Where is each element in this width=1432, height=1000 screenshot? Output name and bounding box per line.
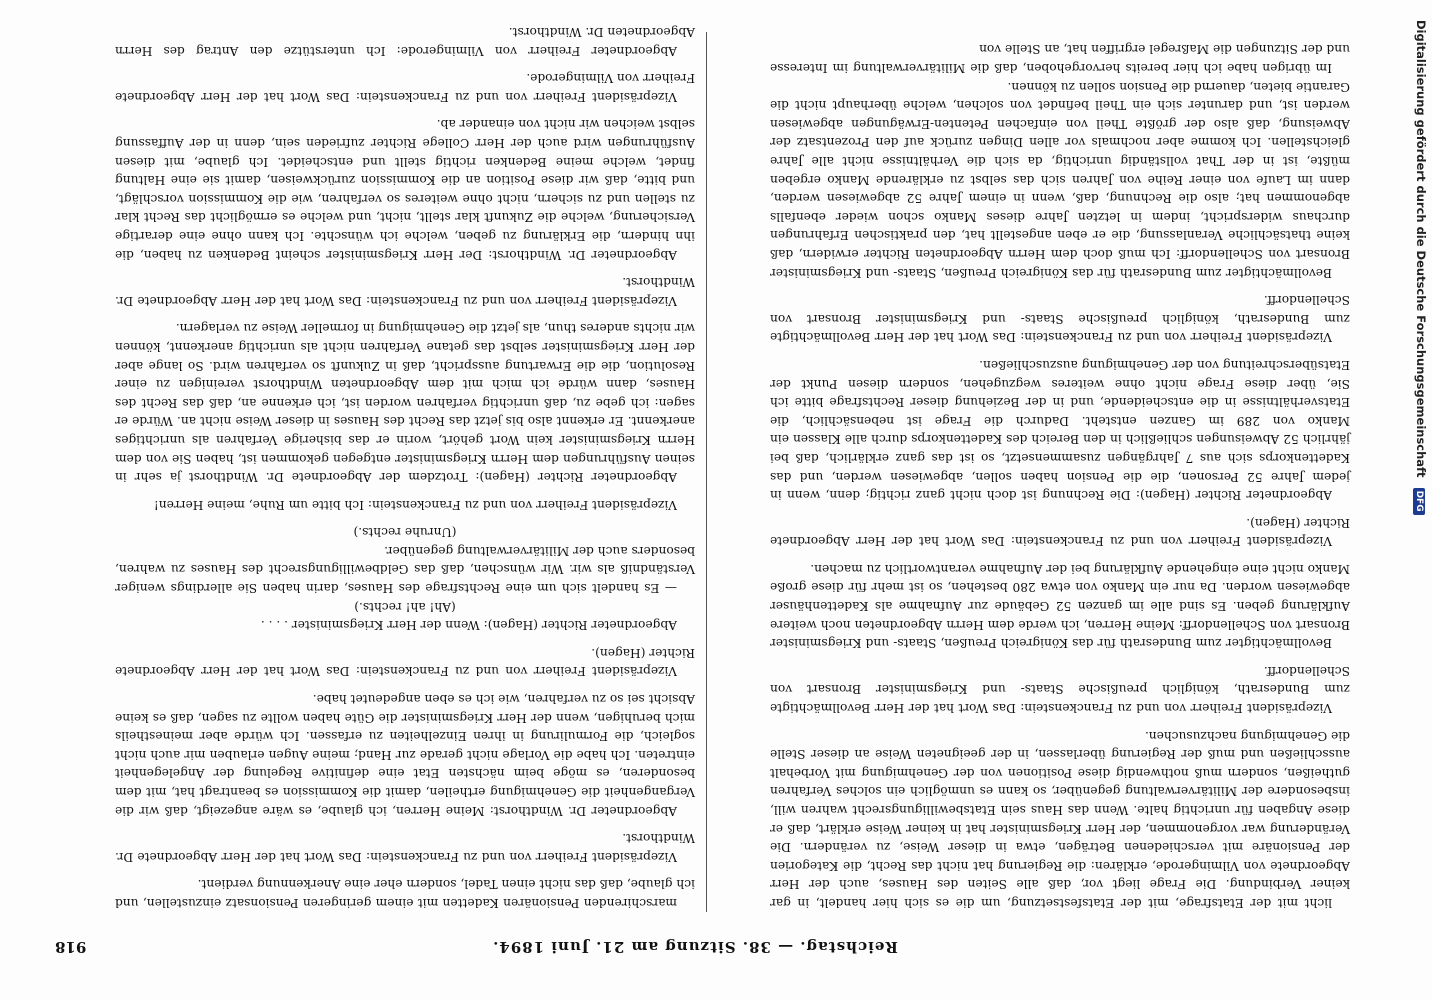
paragraph: (Unruhe rechts.) bbox=[353, 525, 457, 540]
paragraph: Vizepräsident Freiherr von und zu Franckenstein: Das Wort hat der Herr Abgeordnete Richter (Hagen). bbox=[115, 645, 695, 679]
paragraph: Abgeordneter Dr. Windthorst: Der Herr Kriegsminister scheint Bedenken zu haben, die ihn hindern, die Erklärung zu geben, welche ich wünschte. Ich kann ohne eine derartige Versicherung, welche die Zukunft klar stellt, nicht, und welche es ermöglicht das Recht klar zu stellen und zu sichern, nicht ohne weiteres so verfahren, wie die Kommission vorschlägt, und bitte, daß wir diese Position an die Kommission zurückweisen, damit sie eine Haltung findet, welche meine Bedenken richtig stellt und entscheidet. Ich glaube, mit diesen Ausführungen wird auch der Herr College Richter zufrieden sein, denn in der Auffassung selbst weichen wir nicht von einander ab. bbox=[115, 117, 695, 262]
paragraph: Abgeordneter Richter (Hagen): Trotzdem der Abgeordnete Dr. Windthorst ja sehr in seinen Ausführungen dem Herrn Kriegsminister entgegen gekommen ist, haben Sie von dem Herrn Kriegsminister kein Wort gehört, worin er das bisherige Verfahren als unrichtiges anerkennt. Er erkennt also bis jetzt das Recht des Hauses in dieser Weise nicht an. Würde er sagen: ich gebe zu, daß unrichtig verfahren worden ist, ich erkenne an, daß das Recht des Hauses, dann würde ich mich mit dem Abgeordneten Windthorst vereinigen zu einer Resolution, die die Erwartung ausspricht, daß in Zukunft so verfahren wird. So lange aber der Herr Kriegsminister selbst das getane Verfahren nicht als unrichtig anerkennt, können wir nichts anderes thun, als jetzt die Genehmigung in formeller Weise zu verlagern. bbox=[115, 321, 695, 485]
paragraph: — Es handelt sich um eine Rechtsfrage des Hauses, darin haben Sie allerdings weniger Verständniß als wir. Wir wünschen, daß das Geldbewilligungsrecht des Hauses zu wahren, besonders auch der Militärverwaltung gegenüber. bbox=[115, 543, 695, 596]
paragraph: Bevollmächtigter zum Bundesrath für das Königreich Preußen, Staats- und Kriegsminister Bronsart von Schellendorff: Meine Herren, ich werde dem Herrn Abgeordneten noch weitere Aufklärung geben. Es sind alle im ganzen 52 Gebäude zur Aufnahme als Kadettenhäuser abgewiesen worden. Da nur ein Manko von etwa 280 bestehen, so ist mehr für diese große Manko nicht eine eingehende Aufklärung bei der Aufnahme verantwortlich zu machen. bbox=[770, 561, 1350, 651]
text-column-left bbox=[770, 40, 1350, 912]
paragraph: Vizepräsident Freiherr von und zu Franckenstein: Das Wort hat der Herr Bevollmächtigte zum Bundesrath, königlich preußische Staats- und Kriegsminister Bronsart von Schellendorff. bbox=[770, 663, 1350, 716]
paragraph: Vizepräsident Freiherr von und zu Franckenstein: Das Wort hat der Herr Abgeordnete Freiherr von Vilmingerode. bbox=[115, 71, 695, 104]
page-header bbox=[55, 930, 1335, 962]
dfg-logo: DFG bbox=[1413, 488, 1425, 515]
column-divider bbox=[706, 32, 707, 912]
credit-text: Digitalisierung gefördert durch die Deutsche Forschungsgemeinschaft bbox=[1414, 20, 1428, 478]
paragraph: Abgeordneter Dr. Windthorst: Meine Herren, ich glaube, es wäre angezeigt, daß wir die Vergangenheit die Genehmigung ertheilen, damit die Kommission es beantragt hat, mit dem besonderen, es möge beim nächsten Etat eine definitive Regelung der Angelegenheit eintreten. Ich habe die Vorlage nicht gerade zur Hand; meine Augen erlauben mir auch nicht sogleich, die Formulirung in ihren Einzelheiten zu erfassen. Ich würde aber meinestheils mich beruhigen, wenn der Herr Kriegsminister die Güte haben wollte zu sagen, daß es keine Absicht sei so zu verfahren, wie ich es eben angedeutet habe. bbox=[115, 692, 695, 818]
paragraph: licht mit der Etatsfrage, mit der Etatsfestsetzung, um die es sich hier handelt, in gar keiner Verbindung. Die Frage liegt vor, daß alle Seiten des Hauses, auch der Herr Abgeordnete von Vilmingerode, erklären: die Regierung hat nicht das Recht, die Kategorien der Pensionäre mit verschiedenen Beträgen, etwa in dieser Weise, zu verändern. Die Veränderung war vorgenommen, der Herr Kriegsminister hat in keiner Weise erklärt, daß er diese Angaben für unrichtig halte. Wenn das Haus sein Etatsbewilligungsrecht wahren will, insbesondere der Militärverwaltung gegenüber, so kann es unmöglich ein solches Verfahren gutheißen, sondern muß nothwendig diese Positionen von der Genehmigung mit Vorbehalt ausschließen und muß der Regierung überlassen, in der geeigneten Weise an dieser Stelle die Genehmigung nachzusuchen. bbox=[770, 728, 1350, 910]
paragraph: Vizepräsident Freiherr von und zu Franckenstein: Das Wort hat der Herr Abgeordnete Dr. Windthorst. bbox=[115, 831, 695, 864]
paragraph: Abgeordneter Richter (Hagen): Die Rechnung ist doch nicht ganz richtig; denn, wenn in jedem Jahre 52 Personen, die die Pension haben sollen, abgewiesen werden, und das Kadettenkorps sich aus 7 Jahrgängen zusammensetzt, so ist das ganz erklärlich, daß bei jährlich 52 Abweisungen schließlich in den Bereich des Kadettenkorps durch alle Klassen ein Manko von 289 im Ganzen entsteht. Dadurch die Frage ist nebensächlich, die Etatsverhältnisse in die entscheidende, und in der Beziehung dieser Rechtsfrage bitte ich Sie, über diese Frage nicht ohne weiteres wegzugehen, sondern diesen Punkt der Etatsüberschreitung von der Genehmigung auszuschließen. bbox=[770, 357, 1350, 503]
paragraph: Vizepräsident Freiherr von und zu Franckenstein: Das Wort hat der Herr Abgeordnete Dr. Windthorst. bbox=[115, 275, 695, 308]
paragraph: Im übrigen habe ich hier bereits hervorgehoben, daß die Militärverwaltung im Interesse und der Sitzungen die Maßregel ergriffen hat, an Stelle von bbox=[770, 42, 1350, 76]
paragraph: marschirenden Pensionären Kadetten mit einem geringeren Pensionsatz einzustellen, und ich glaube, daß das nicht einen Tadel, sondern eher eine Anerkennung verdient. bbox=[115, 877, 695, 910]
page-title: Reichstag. — 38. Sitzung am 21. Juni 1894. bbox=[492, 938, 898, 956]
paragraph: Abgeordneter Freiherr von Vilmingerode: Ich unterstütze den Antrag des Herrn Abgeordneten Dr. Windthorst. bbox=[115, 25, 695, 58]
digitization-credit bbox=[1408, 20, 1428, 980]
page-number: 918 bbox=[55, 938, 87, 956]
paragraph: Vizepräsident Freiherr von und zu Franckenstein: Das Wort hat der Herr Abgeordnete Richter (Hagen). bbox=[770, 515, 1350, 549]
paragraph: Vizepräsident Freiherr von und zu Franckenstein: Ich bitte um Ruhe, meine Herren! bbox=[153, 497, 677, 512]
paragraph: Bevollmächtigter zum Bundesrath für das Königreich Preußen, Staats- und Kriegsminister Bronsart von Schellendorff: Ich muß doch dem Herrn Abgeordneten Richter erwidern, daß keine thatsächliche Veranlassung, die er eben angestellt hat, den praktischen Erfahrungen durchaus widerspricht, indem in letzten Jahre dieses Manko schon wieder ebenfalls abgenommen hat; also die Rechnung, daß, wenn in einem Jahre 52 abgewiesen werden, dann im Laufe von einer Reihe von Jahren sich das selbst zu erklärende Manko ergeben müßte, ist in der That vollständig unrichtig, da sich die Verhältnisse nicht alle Jahre gleichstellen. Ich komme aber nochmals vor allen Dingen zurück auf den Prozentsatz der Abweisung, daß also der größte Theil von einfachen Petenten-Erwägungen abgewiesen werden ist, und darunter sich ein Theil befindet von solchen, welche überhaupt nicht die Garantie bieten, dauernd die Pension sollen zu können. bbox=[770, 79, 1350, 280]
paragraph: (Ah! ah! rechts.) bbox=[354, 599, 456, 614]
paragraph: Abgeordneter Richter (Hagen): Wenn der Herr Kriegsminister . . . . bbox=[260, 618, 677, 633]
text-column-right bbox=[115, 22, 695, 912]
paragraph: Vizepräsident Freiherr von und zu Franckenstein: Das Wort hat der Herr Bevollmächtigte zum Bundesrath, königlich preußische Staats- und Kriegsminister Bronsart von Schellendorff. bbox=[770, 293, 1350, 345]
